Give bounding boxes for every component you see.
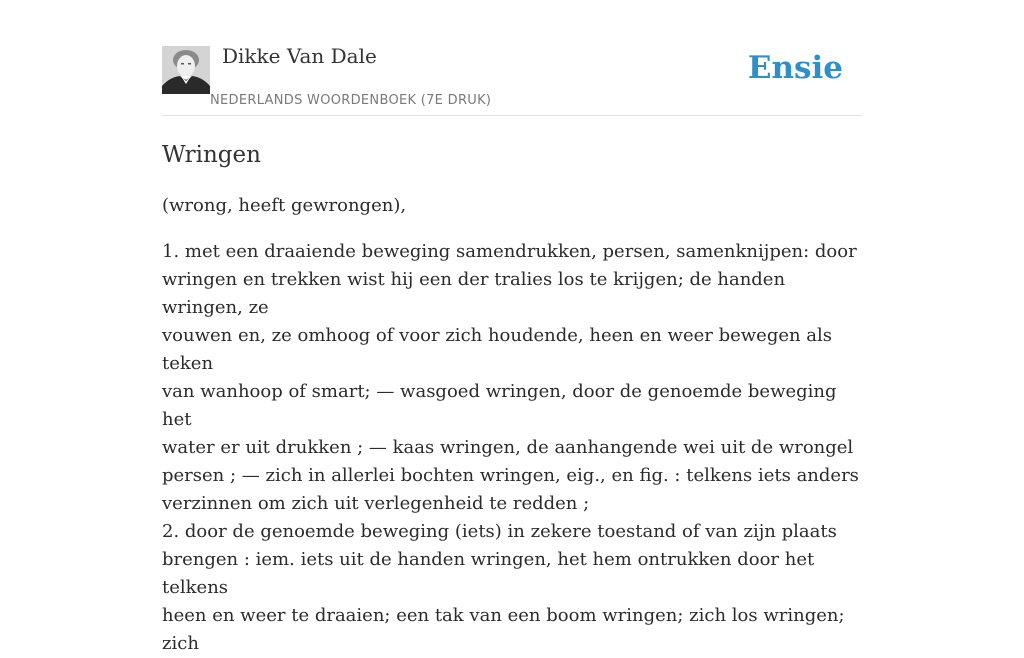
- definition-line: 1. met een draaiende beweging samendrukken, persen, samenknijpen: door: [162, 241, 857, 262]
- entry-title: Wringen: [162, 142, 261, 168]
- source-label[interactable]: NEDERLANDS WOORDENBOEK (7E DRUK): [210, 93, 492, 108]
- author-name[interactable]: Dikke Van Dale: [222, 44, 377, 68]
- definition-line: 2. door de genoemde beweging (iets) in zekere toestand of van zijn plaats: [162, 521, 837, 542]
- brand-logo[interactable]: Ensie: [747, 50, 843, 86]
- definition-line: water er uit drukken ; — kaas wringen, de aanhangende wei uit de wrongel: [162, 437, 854, 458]
- definition-line: van wanhoop of smart; — wasgoed wringen, door de genoemde beweging het: [162, 381, 837, 430]
- definition-line: verzinnen om zich uit verlegenheid te redden ;: [162, 493, 590, 514]
- entry-definition: [162, 238, 862, 658]
- definition-line: persen ; — zich in allerlei bochten wringen, eig., en fig. : telkens iets anders: [162, 465, 859, 486]
- definition-line: heen en weer te draaien; een tak van een boom wringen; zich los wringen; zich: [162, 605, 845, 654]
- avatar[interactable]: [162, 46, 210, 94]
- portrait-icon: [162, 46, 210, 94]
- definition-line: vouwen en, ze omhoog of voor zich houdende, heen en weer bewegen als teken: [162, 325, 833, 374]
- content-column: [162, 0, 862, 658]
- definition-line: brengen : iem. iets uit de handen wringen, het hem ontrukken door het telkens: [162, 549, 815, 598]
- entry-forms: (wrong, heeft gewrongen),: [162, 195, 407, 216]
- page-header: [162, 0, 862, 116]
- definition-line: wringen en trekken wist hij een der tralies los te krijgen; de handen wringen, ze: [162, 269, 786, 318]
